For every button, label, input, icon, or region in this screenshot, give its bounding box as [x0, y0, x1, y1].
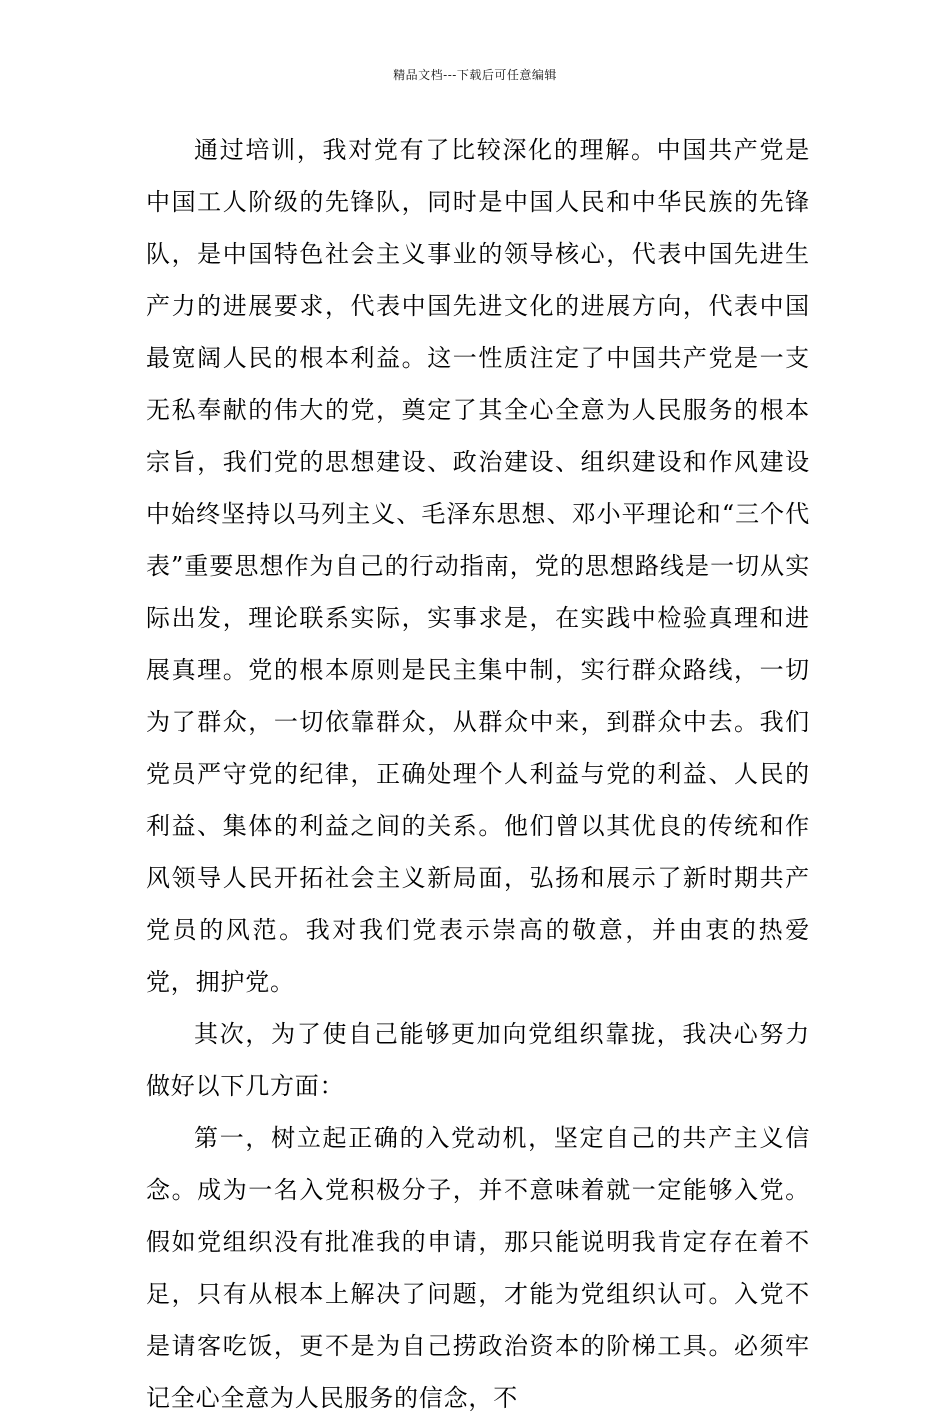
paragraph-3: 第一，树立起正确的入党动机，坚定自己的共产主义信念。成为一名入党积极分子，并不意味着就一定能够入党。假如党组织没有批准我的申请，那只能说明我肯定存在着不足，只有从根本上解决了问题，才能为党组织认可。入党不是请客吃饭，更不是为自己捞政治资本的阶梯工具。必须牢记全心全意为人民服务的信念，不 — [146, 1124, 810, 1412]
body-text — [146, 124, 810, 1424]
paragraph-2: 其次，为了使自己能够更加向党组织靠拢，我决心努力做好以下几方面： — [146, 1020, 810, 1100]
paragraph-1: 通过培训，我对党有了比较深化的理解。中国共产党是中国工人阶级的先锋队，同时是中国人民和中华民族的先锋队，是中国特色社会主义事业的领导核心，代表中国先进生产力的进展要求，代表中国先进文化的进展方向，代表中国最宽阔人民的根本利益。这一性质注定了中国共产党是一支无私奉献的伟大的党，奠定了其全心全意为人民服务的根本宗旨，我们党的思想建设、政治建设、组织建设和作风建设中始终坚持以马列主义、毛泽东思想、邓小平理论和“三个代表”重要思想作为自己的行动指南，党的思想路线是一切从实际出发，理论联系实际，实事求是，在实践中检验真理和进展真理。党的根本原则是民主集中制，实行群众路线，一切为了群众，一切依靠群众，从群众中来，到群众中去。我们党员严守党的纪律，正确处理个人利益与党的利益、人民的利益、集体的利益之间的关系。他们曾以其优良的传统和作风领导人民开拓社会主义新局面，弘扬和展示了新时期共产党员的风范。我对我们党表示崇高的敬意，并由衷的热爱党，拥护党。 — [146, 136, 810, 996]
header-note: 精品文档---下载后可任意编辑 — [393, 68, 557, 82]
